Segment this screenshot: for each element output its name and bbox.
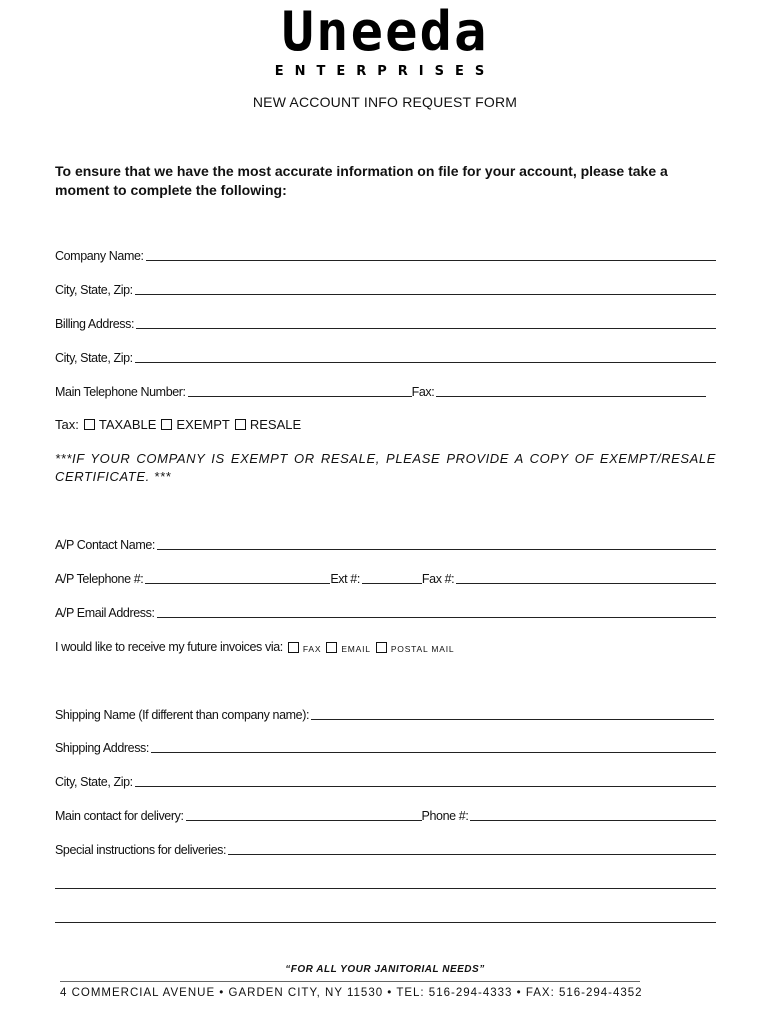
ap-contact-row [55,535,716,553]
shipping-city-state-zip-label: City, State, Zip: [55,775,133,789]
billing-city-state-zip-row [55,348,716,366]
invoice-postal-label: POSTAL MAIL [390,644,455,654]
form-title: NEW ACCOUNT INFO REQUEST FORM [252,94,518,110]
ap-telephone-field[interactable] [145,583,330,584]
ext-field[interactable] [362,583,422,584]
main-telephone-field[interactable] [188,396,412,397]
company-name-field[interactable] [146,260,716,261]
company-logo: Uneeda [281,0,489,63]
invoice-fax-checkbox[interactable] [288,642,299,653]
city-state-zip-field[interactable] [135,294,716,295]
invoice-pref-row [55,637,716,655]
exempt-checkbox[interactable] [161,419,172,430]
special-instructions-row [55,840,716,858]
ap-fax-field[interactable] [456,583,716,584]
city-state-zip-row [55,280,716,298]
ap-fax-label: Fax #: [421,572,455,586]
tax-label: Tax: [55,417,79,432]
delivery-contact-label: Main contact for delivery: [55,809,184,823]
ext-label: Ext #: [330,572,360,586]
company-name-label: Company Name: [55,249,144,263]
phone-label: Phone #: [421,809,469,823]
city-state-zip-label: City, State, Zip: [55,283,133,297]
ap-email-label: A/P Email Address: [55,606,155,620]
company-name-row [55,246,716,264]
taxable-checkbox[interactable] [84,419,95,430]
ap-email-row [55,603,716,621]
invoice-fax-label: FAX [302,644,322,654]
invoice-pref-label: I would like to receive my future invoices via: [55,640,283,654]
special-instructions-line-2[interactable] [55,888,716,889]
taxable-label: TAXABLE [98,417,157,432]
fax-field[interactable] [436,396,706,397]
invoice-email-checkbox[interactable] [326,642,337,653]
phone-field[interactable] [470,820,716,821]
ap-email-field[interactable] [157,617,716,618]
billing-address-field[interactable] [136,328,716,329]
special-instructions-label: Special instructions for deliveries: [55,843,227,857]
delivery-contact-row [55,806,716,824]
footer-divider [60,981,640,982]
ap-contact-label: A/P Contact Name: [55,538,155,552]
shipping-city-state-zip-field[interactable] [135,786,716,787]
tax-options [55,417,301,432]
special-instructions-line-3[interactable] [55,922,716,923]
company-logo-subtitle: ENTERPRISES [274,64,496,79]
main-telephone-row [55,382,706,400]
ap-contact-field[interactable] [157,549,716,550]
resale-checkbox[interactable] [235,419,246,430]
shipping-name-label: Shipping Name (If different than company name): [55,708,310,722]
fax-label: Fax: [411,385,435,399]
ap-telephone-label: A/P Telephone #: [55,572,144,586]
shipping-address-label: Shipping Address: [55,741,149,755]
shipping-name-row [55,705,714,723]
resale-label: RESALE [249,417,302,432]
invoice-email-label: EMAIL [341,644,371,654]
intro-text: To ensure that we have the most accurate information on file for your account, please take a moment to complete the following: [55,163,668,198]
delivery-contact-field[interactable] [186,820,422,821]
shipping-address-row [55,738,716,756]
shipping-name-field[interactable] [311,719,714,720]
shipping-address-field[interactable] [151,752,716,753]
exempt-label: EXEMPT [176,417,230,432]
billing-city-state-zip-field[interactable] [135,362,716,363]
exempt-note: ***IF YOUR COMPANY IS EXEMPT OR RESALE, PLEASE PROVIDE A COPY OF EXEMPT/RESALE CERTIFICATE. *** [55,451,716,484]
billing-address-row [55,314,716,332]
billing-city-state-zip-label: City, State, Zip: [55,351,133,365]
invoice-postal-checkbox[interactable] [376,642,387,653]
shipping-city-state-zip-row [55,772,716,790]
ap-telephone-row [55,569,716,587]
footer-address: 4 COMMERCIAL AVENUE • GARDEN CITY, NY 11530 • TEL: 516-294-4333 • FAX: 516-294-4352 [60,987,643,999]
billing-address-label: Billing Address: [55,317,135,331]
footer-slogan: “FOR ALL YOUR JANITORIAL NEEDS” [285,964,485,975]
main-telephone-label: Main Telephone Number: [55,385,186,399]
special-instructions-field[interactable] [228,854,716,855]
